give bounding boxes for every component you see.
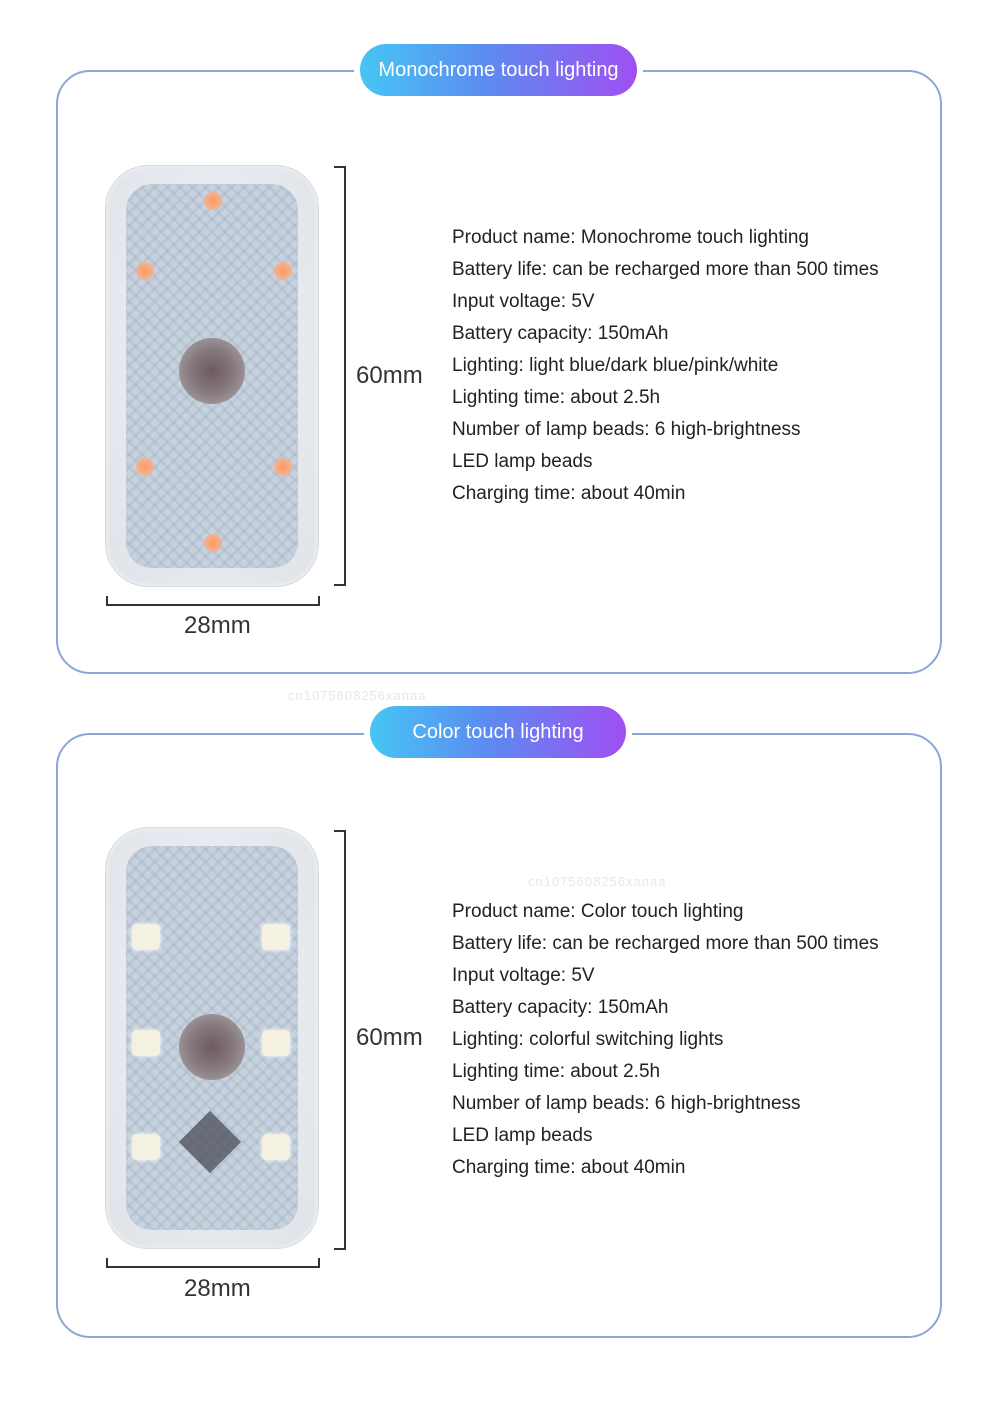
height-dimension-bracket	[334, 830, 346, 1250]
height-dimension-bracket	[334, 166, 346, 586]
spec-line: Battery capacity: 150mAh	[452, 997, 669, 1018]
led-bead	[204, 534, 222, 552]
led-bead	[204, 192, 222, 210]
led-bead	[132, 1134, 160, 1160]
center-touch-button	[179, 338, 245, 404]
led-bead	[132, 1030, 160, 1056]
height-dimension-label: 60mm	[356, 362, 423, 389]
spec-line: Charging time: about 40min	[452, 1157, 686, 1178]
led-bead	[274, 262, 292, 280]
center-touch-button	[179, 1014, 245, 1080]
spec-line: Battery life: can be recharged more than 500 times	[452, 933, 879, 954]
led-bead	[136, 458, 154, 476]
spec-line: Lighting: colorful switching lights	[452, 1029, 724, 1050]
spec-line: Lighting time: about 2.5h	[452, 387, 661, 408]
watermark-text: cn1075608256xanaa	[528, 874, 667, 889]
spec-line: Charging time: about 40min	[452, 483, 686, 504]
width-dimension-bracket	[106, 596, 320, 606]
width-dimension-label: 28mm	[184, 1275, 251, 1302]
spec-line: Battery capacity: 150mAh	[452, 323, 669, 344]
watermark-text: cn1075608256xanaa	[288, 688, 427, 703]
spec-line: Battery life: can be recharged more than 500 times	[452, 259, 879, 280]
spec-line: Product name: Color touch lighting	[452, 901, 744, 922]
spec-list-color	[452, 896, 879, 1184]
spec-line: Lighting time: about 2.5h	[452, 1061, 661, 1082]
led-bead	[136, 262, 154, 280]
led-bead	[262, 1134, 290, 1160]
height-dimension-label: 60mm	[356, 1024, 423, 1051]
section-title-pill: Color touch lighting	[370, 706, 626, 758]
spec-line: LED lamp beads	[452, 1125, 593, 1146]
spec-line: Lighting: light blue/dark blue/pink/white	[452, 355, 779, 376]
led-bead	[274, 458, 292, 476]
led-bead	[132, 924, 160, 950]
spec-list-monochrome	[452, 222, 879, 510]
product-image-color-light	[106, 828, 318, 1248]
spec-line: Number of lamp beads: 6 high-brightness	[452, 1093, 801, 1114]
spec-line: Product name: Monochrome touch lighting	[452, 227, 809, 248]
product-image-monochrome-light	[106, 166, 318, 586]
spec-line: Number of lamp beads: 6 high-brightness	[452, 419, 801, 440]
spec-line: Input voltage: 5V	[452, 291, 595, 312]
width-dimension-bracket	[106, 1258, 320, 1268]
width-dimension-label: 28mm	[184, 612, 251, 639]
spec-line: Input voltage: 5V	[452, 965, 595, 986]
spec-line: LED lamp beads	[452, 451, 593, 472]
section-title-pill: Monochrome touch lighting	[360, 44, 637, 96]
led-bead	[262, 924, 290, 950]
led-bead	[262, 1030, 290, 1056]
